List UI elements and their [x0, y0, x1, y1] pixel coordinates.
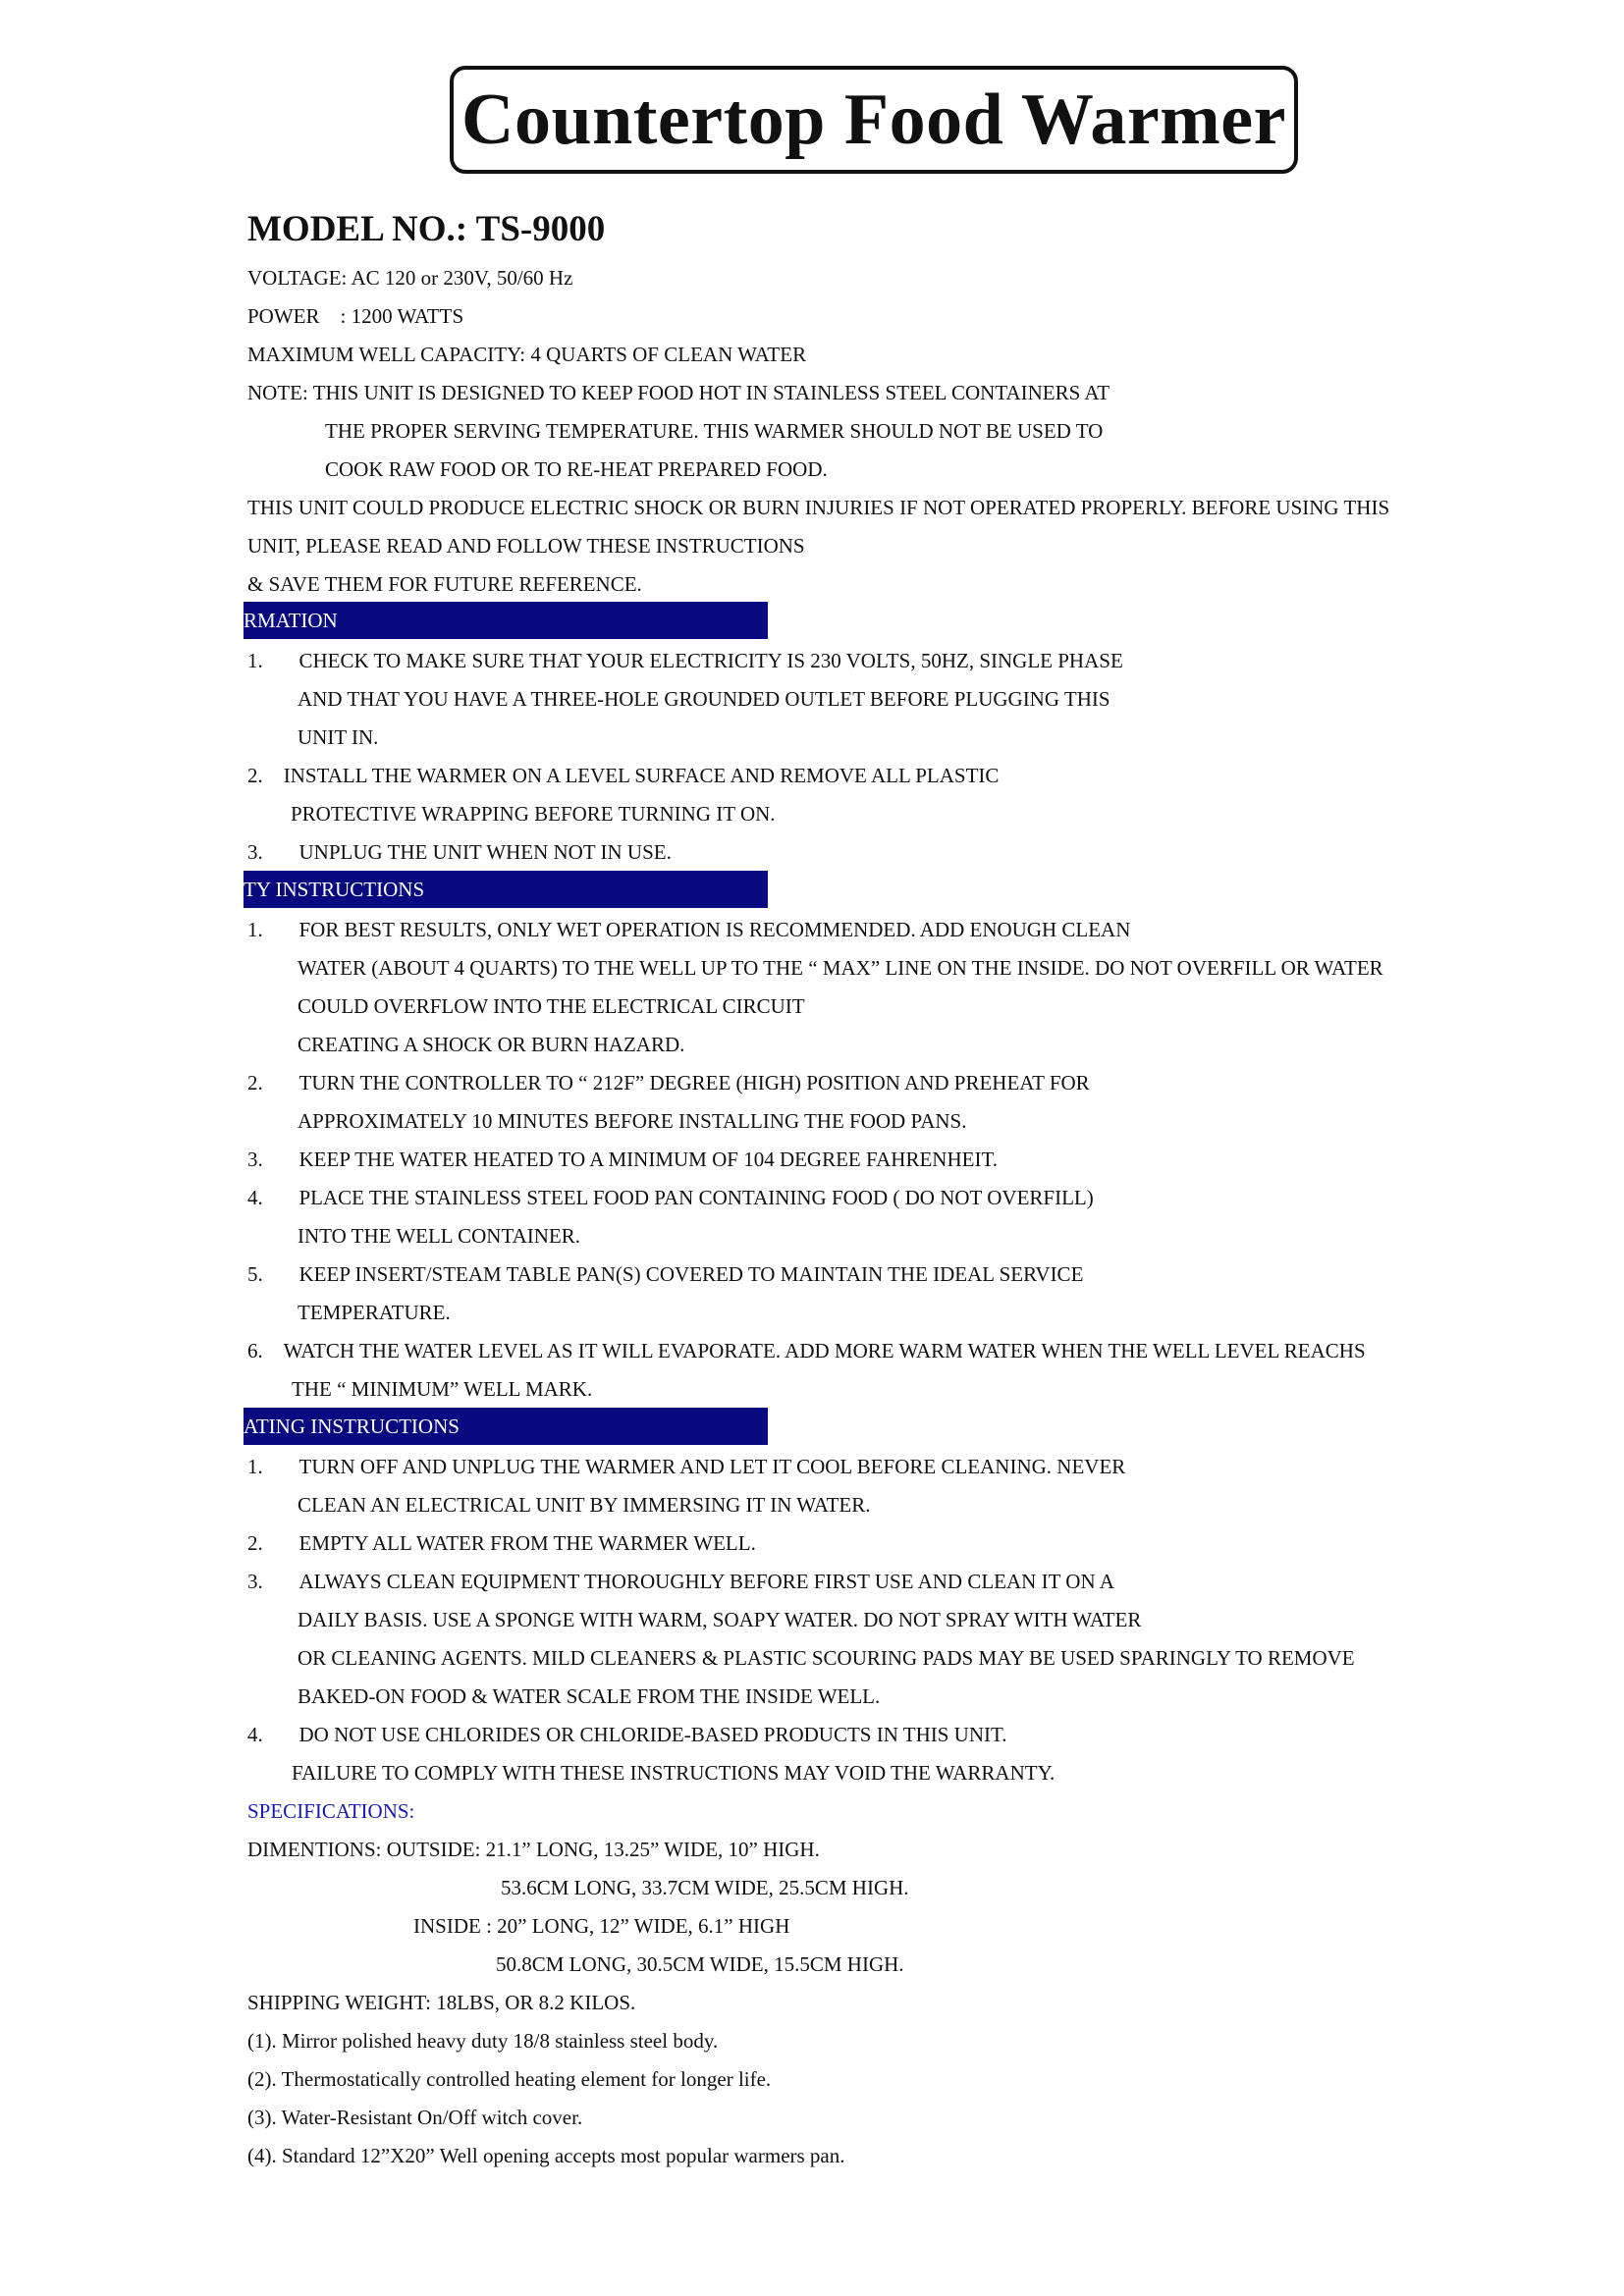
- feature-item: (3). Water-Resistant On/Off witch cover.: [247, 2106, 583, 2129]
- feature-item: (1). Mirror polished heavy duty 18/8 stainless steel body.: [247, 2029, 719, 2053]
- voltage-line: VOLTAGE: AC 120 or 230V, 50/60 Hz: [247, 266, 573, 290]
- list-item: 5. KEEP INSERT/STEAM TABLE PAN(S) COVERED TO MAINTAIN THE IDEAL SERVICE: [247, 1262, 1084, 1286]
- list-item: WATER (ABOUT 4 QUARTS) TO THE WELL UP TO THE “ MAX” LINE ON THE INSIDE. DO NOT OVERFILL OR WATER: [298, 956, 1383, 980]
- list-item: BAKED-ON FOOD & WATER SCALE FROM THE INSIDE WELL.: [298, 1684, 881, 1708]
- list-item: DAILY BASIS. USE A SPONGE WITH WARM, SOAPY WATER. DO NOT SPRAY WITH WATER: [298, 1608, 1142, 1631]
- list-item: INTO THE WELL CONTAINER.: [298, 1224, 581, 1248]
- feature-item: (2). Thermostatically controlled heating element for longer life.: [247, 2067, 772, 2091]
- power-line: POWER : 1200 WATTS: [247, 304, 464, 328]
- section-heading-information: [244, 602, 768, 639]
- title-box: [450, 66, 1298, 174]
- spec-line: 53.6CM LONG, 33.7CM WIDE, 25.5CM HIGH.: [501, 1876, 909, 1899]
- list-item: THE “ MINIMUM” WELL MARK.: [292, 1377, 593, 1401]
- list-item: UNIT IN.: [298, 725, 379, 749]
- list-item: 3. ALWAYS CLEAN EQUIPMENT THOROUGHLY BEFORE FIRST USE AND CLEAN IT ON A: [247, 1570, 1114, 1593]
- section-heading-cleaning: [244, 1408, 768, 1445]
- list-item: PROTECTIVE WRAPPING BEFORE TURNING IT ON.: [291, 802, 776, 826]
- section-heading-text: ATING INSTRUCTIONS: [244, 1415, 460, 1438]
- list-item: AND THAT YOU HAVE A THREE-HOLE GROUNDED OUTLET BEFORE PLUGGING THIS: [298, 687, 1110, 711]
- list-item: 3. UNPLUG THE UNIT WHEN NOT IN USE.: [247, 840, 672, 864]
- list-item: CLEAN AN ELECTRICAL UNIT BY IMMERSING IT IN WATER.: [298, 1493, 871, 1517]
- spec-line: 50.8CM LONG, 30.5CM WIDE, 15.5CM HIGH.: [496, 1952, 904, 1976]
- list-item: 4. DO NOT USE CHLORIDES OR CHLORIDE-BASED PRODUCTS IN THIS UNIT.: [247, 1723, 1007, 1746]
- list-item: 3. KEEP THE WATER HEATED TO A MINIMUM OF 104 DEGREE FAHRENHEIT.: [247, 1148, 998, 1171]
- note-line: THE PROPER SERVING TEMPERATURE. THIS WARMER SHOULD NOT BE USED TO: [325, 419, 1104, 443]
- section-heading-text: RMATION: [244, 609, 338, 632]
- list-item: 1. FOR BEST RESULTS, ONLY WET OPERATION IS RECOMMENDED. ADD ENOUGH CLEAN: [247, 918, 1131, 941]
- list-item: 2. TURN THE CONTROLLER TO “ 212F” DEGREE (HIGH) POSITION AND PREHEAT FOR: [247, 1071, 1090, 1095]
- spec-line: INSIDE : 20” LONG, 12” WIDE, 6.1” HIGH: [413, 1914, 790, 1938]
- list-item: FAILURE TO COMPLY WITH THESE INSTRUCTIONS MAY VOID THE WARRANTY.: [292, 1761, 1056, 1785]
- list-item: 6. WATCH THE WATER LEVEL AS IT WILL EVAPORATE. ADD MORE WARM WATER WHEN THE WELL LEVEL REACHS: [247, 1339, 1366, 1362]
- specifications-heading: SPECIFICATIONS:: [247, 1799, 415, 1823]
- spec-line: SHIPPING WEIGHT: 18LBS, OR 8.2 KILOS.: [247, 1991, 636, 2014]
- list-item: 1. TURN OFF AND UNPLUG THE WARMER AND LET IT COOL BEFORE CLEANING. NEVER: [247, 1455, 1126, 1478]
- list-item: COULD OVERFLOW INTO THE ELECTRICAL CIRCUIT: [298, 994, 805, 1018]
- warning-line: THIS UNIT COULD PRODUCE ELECTRIC SHOCK OR BURN INJURIES IF NOT OPERATED PROPERLY. BEFORE USING THIS: [247, 496, 1390, 519]
- feature-item: (4). Standard 12”X20” Well opening accepts most popular warmers pan.: [247, 2144, 845, 2167]
- list-item: 1. CHECK TO MAKE SURE THAT YOUR ELECTRICITY IS 230 VOLTS, 50HZ, SINGLE PHASE: [247, 649, 1123, 672]
- list-item: 4. PLACE THE STAINLESS STEEL FOOD PAN CONTAINING FOOD ( DO NOT OVERFILL): [247, 1186, 1094, 1209]
- list-item: OR CLEANING AGENTS. MILD CLEANERS & PLASTIC SCOURING PADS MAY BE USED SPARINGLY TO REMOVE: [298, 1646, 1355, 1670]
- spec-line: DIMENTIONS: OUTSIDE: 21.1” LONG, 13.25” WIDE, 10” HIGH.: [247, 1838, 820, 1861]
- list-item: CREATING A SHOCK OR BURN HAZARD.: [298, 1033, 685, 1056]
- section-heading-text: TY INSTRUCTIONS: [244, 878, 425, 901]
- list-item: APPROXIMATELY 10 MINUTES BEFORE INSTALLING THE FOOD PANS.: [298, 1109, 967, 1133]
- capacity-line: MAXIMUM WELL CAPACITY: 4 QUARTS OF CLEAN WATER: [247, 343, 807, 366]
- page-title: Countertop Food Warmer: [461, 79, 1286, 160]
- list-item: 2. INSTALL THE WARMER ON A LEVEL SURFACE AND REMOVE ALL PLASTIC: [247, 764, 1000, 787]
- list-item: TEMPERATURE.: [298, 1301, 451, 1324]
- note-line: COOK RAW FOOD OR TO RE-HEAT PREPARED FOOD.: [325, 457, 828, 481]
- model-number: MODEL NO.: TS-9000: [247, 209, 606, 249]
- note-line: NOTE: THIS UNIT IS DESIGNED TO KEEP FOOD HOT IN STAINLESS STEEL CONTAINERS AT: [247, 381, 1110, 404]
- section-heading-safety: [244, 871, 768, 908]
- warning-line: UNIT, PLEASE READ AND FOLLOW THESE INSTRUCTIONS: [247, 534, 805, 558]
- warning-line: & SAVE THEM FOR FUTURE REFERENCE.: [247, 572, 642, 596]
- list-item: 2. EMPTY ALL WATER FROM THE WARMER WELL.: [247, 1531, 756, 1555]
